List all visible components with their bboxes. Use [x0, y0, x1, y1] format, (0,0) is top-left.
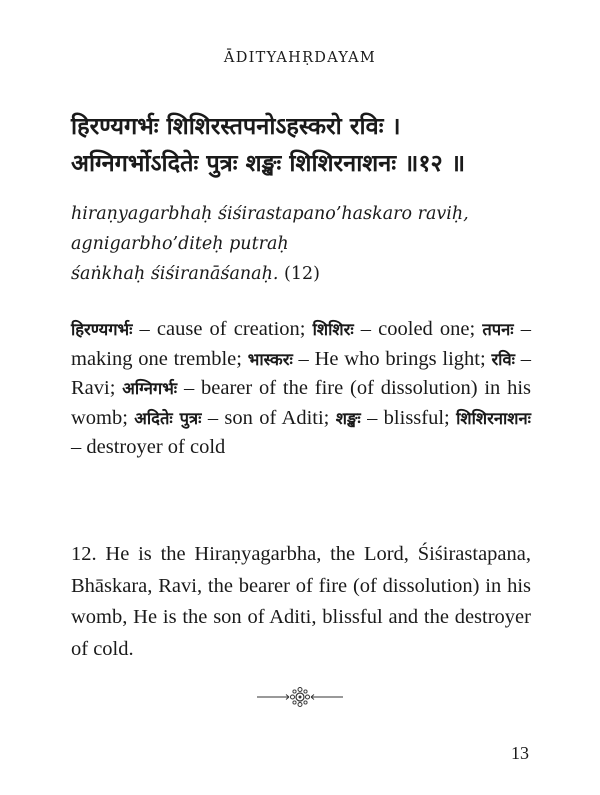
gloss-meaning: – bearer of the fire (of dissolution) in his womb;	[71, 377, 532, 429]
translit-line-3-text: śaṅkhaḥ śiśiranāśanaḥ.	[71, 264, 279, 284]
gloss-term: शङ्खः	[335, 408, 361, 428]
gloss-term: शिशिरनाशनः	[456, 408, 531, 428]
gloss-term: रविः	[491, 349, 515, 369]
verse-translation: 12. He is the Hiraṇyagarbha, the Lord, Śiśirastapana, Bhāskara, Ravi, the bearer of fire (of dissolution) in his womb, He is the son of Aditi, blissful and the destroyer of cold.	[71, 543, 531, 660]
translit-line-1: hiraṇyagarbhaḥ śiśirastapano’haskaro raviḥ,	[71, 204, 469, 224]
gloss-term: भास्करः	[247, 349, 293, 369]
translit-line-2: agnigarbho’diteḥ putraḥ	[71, 234, 289, 254]
gloss-term: शिशिरः	[312, 320, 354, 339]
gloss-meaning: – son of Aditi;	[201, 406, 336, 429]
gloss-term: हिरण्यगर्भः	[71, 320, 133, 339]
gloss-term: अग्निगर्भः	[122, 379, 178, 398]
verse-line-1: हिरण्यगर्भः शिशिरस्तपनोऽहस्करो रविः ।	[71, 112, 401, 140]
verse-number: (12)	[284, 264, 320, 284]
translit-line-3	[71, 259, 541, 289]
page-number: 13	[511, 743, 529, 763]
gloss-meaning: – blissful;	[360, 406, 457, 429]
gloss-meaning: – destroyer of cold	[71, 436, 226, 458]
running-header: ĀDITYAHṚDAYAM	[223, 50, 377, 66]
word-glossary	[71, 315, 531, 462]
gloss-term: तपनः	[482, 320, 514, 339]
gloss-meaning: – Ravi;	[71, 347, 531, 399]
floral-divider-icon	[255, 686, 345, 708]
transliteration	[71, 199, 541, 289]
gloss-meaning: – cooled one;	[353, 318, 483, 340]
sanskrit-verse	[71, 108, 541, 182]
gloss-meaning: – He who brings light;	[292, 347, 492, 370]
gloss-meaning: – cause of creation;	[132, 318, 313, 340]
verse-line-2: अग्निगर्भोऽदितेः पुत्रः शङ्खः शिशिरनाशनः ॥१२ ॥	[71, 149, 466, 177]
gloss-meaning: – making one tremble;	[71, 318, 531, 370]
gloss-term: अदितेः पुत्रः	[134, 408, 202, 428]
